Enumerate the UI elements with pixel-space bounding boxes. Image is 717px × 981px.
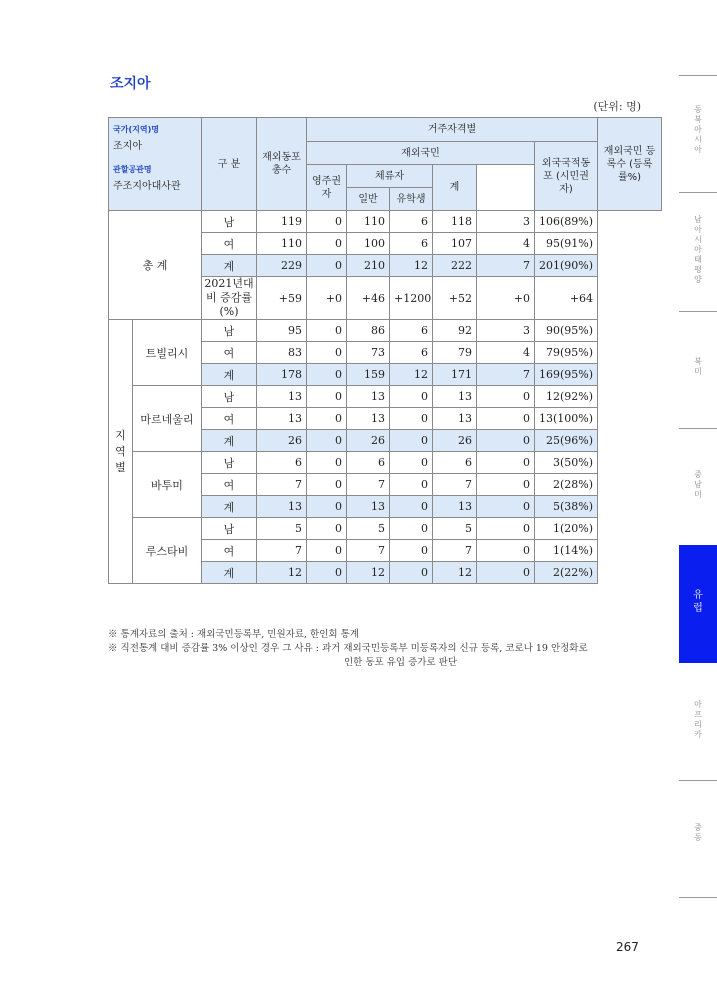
cell-total: 5 [257, 518, 307, 540]
cell-student: 0 [390, 452, 433, 474]
cell-general: 110 [347, 211, 390, 233]
cell-subtotal: 5 [433, 518, 477, 540]
sidebar-item-south-asia-pacific[interactable] [679, 215, 717, 285]
cell-registered: 201(90%) [535, 255, 598, 277]
row-type: 남 [202, 518, 257, 540]
cell-registered: 95(91%) [535, 233, 598, 255]
cell-subtotal: 7 [433, 540, 477, 562]
cell-student: 0 [390, 496, 433, 518]
cell-total: 119 [257, 211, 307, 233]
region-name: 루스타비 [133, 518, 202, 584]
header-total: 재외동포 총수 [257, 118, 307, 211]
cell-permanent: 0 [307, 342, 347, 364]
cell-foreign: 7 [477, 255, 535, 277]
country-info-cell [109, 118, 202, 211]
cell-subtotal: 222 [433, 255, 477, 277]
cell-subtotal: 13 [433, 386, 477, 408]
cell-foreign: 0 [477, 408, 535, 430]
cell-foreign: 0 [477, 540, 535, 562]
cell-student: 0 [390, 518, 433, 540]
table-row [109, 452, 662, 474]
cell-student: 0 [390, 562, 433, 584]
cell-subtotal: 13 [433, 496, 477, 518]
country-label: 국가(지역)명 [113, 125, 159, 134]
row-type: 남 [202, 386, 257, 408]
cell-general: 26 [347, 430, 390, 452]
header-registered: 재외국민 등록수 (등록률%) [598, 118, 662, 211]
office-label: 관할공관명 [113, 165, 152, 174]
sidebar-label: 남아시아태평양 [694, 215, 702, 284]
cell-student: 6 [390, 233, 433, 255]
cell-total: 7 [257, 474, 307, 496]
cell-total: 83 [257, 342, 307, 364]
cell-subtotal: 79 [433, 342, 477, 364]
sidebar-label: 유럽 [693, 590, 703, 614]
cell-student: 0 [390, 540, 433, 562]
cell-general: 100 [347, 233, 390, 255]
row-type: 남 [202, 452, 257, 474]
row-type: 남 [202, 320, 257, 342]
row-type: 계 [202, 364, 257, 386]
table-row [109, 518, 662, 540]
regional-label-text: 지 역 별 [115, 428, 126, 474]
header-student: 유학생 [390, 188, 433, 211]
cell-permanent: 0 [307, 496, 347, 518]
sidebar-label: 중동 [694, 823, 702, 842]
cell-general: 7 [347, 474, 390, 496]
row-type: 여 [202, 474, 257, 496]
cell-registered: 90(95%) [535, 320, 598, 342]
header-subtotal: 계 [433, 165, 477, 211]
cell-total: +59 [257, 277, 307, 320]
cell-foreign: 0 [477, 474, 535, 496]
cell-registered: 169(95%) [535, 364, 598, 386]
cell-student: +1200 [390, 277, 433, 320]
sidebar-item-latin-america[interactable] [679, 470, 717, 500]
overall-label: 총 계 [109, 211, 202, 320]
cell-general: 86 [347, 320, 390, 342]
cell-registered: 5(38%) [535, 496, 598, 518]
sidebar-label: 북미 [694, 357, 702, 376]
sidebar-label: 아프리카 [694, 700, 702, 739]
cell-general: 12 [347, 562, 390, 584]
cell-foreign: 0 [477, 430, 535, 452]
cell-subtotal: 12 [433, 562, 477, 584]
cell-registered: +64 [535, 277, 598, 320]
row-type: 2021년대비 증감률(%) [202, 277, 257, 320]
cell-total: 6 [257, 452, 307, 474]
cell-subtotal: 171 [433, 364, 477, 386]
cell-foreign: 4 [477, 342, 535, 364]
cell-total: 13 [257, 496, 307, 518]
cell-permanent: 0 [307, 255, 347, 277]
cell-general: 73 [347, 342, 390, 364]
header-category: 구 분 [202, 118, 257, 211]
cell-permanent: 0 [307, 518, 347, 540]
cell-permanent: 0 [307, 452, 347, 474]
cell-total: 7 [257, 540, 307, 562]
row-type: 계 [202, 496, 257, 518]
row-type: 여 [202, 342, 257, 364]
region-name: 트빌리시 [133, 320, 202, 386]
cell-general: 5 [347, 518, 390, 540]
country-value: 조지아 [113, 141, 142, 152]
cell-foreign: 3 [477, 320, 535, 342]
cell-permanent: 0 [307, 211, 347, 233]
sidebar-item-africa[interactable] [679, 700, 717, 740]
cell-student: 6 [390, 320, 433, 342]
cell-foreign: 3 [477, 211, 535, 233]
note-reason: ※ 직전통계 대비 증감률 3% 이상인 경우 그 사유 : 과거 재외국민등록부 미등록자의 신규 등록, 코로나 19 안정화로 [108, 643, 588, 654]
cell-general: 13 [347, 386, 390, 408]
cell-student: 6 [390, 342, 433, 364]
cell-subtotal: 107 [433, 233, 477, 255]
cell-permanent: 0 [307, 540, 347, 562]
regional-label [109, 320, 133, 584]
cell-general: 6 [347, 452, 390, 474]
cell-total: 13 [257, 408, 307, 430]
cell-total: 12 [257, 562, 307, 584]
row-type: 남 [202, 211, 257, 233]
cell-registered: 25(96%) [535, 430, 598, 452]
cell-student: 12 [390, 364, 433, 386]
cell-general: 210 [347, 255, 390, 277]
cell-total: 178 [257, 364, 307, 386]
cell-permanent: 0 [307, 562, 347, 584]
header-foreign: 외국국적동포 (시민권자) [535, 142, 598, 211]
cell-foreign: 0 [477, 496, 535, 518]
header-nationals: 재외국민 [307, 142, 535, 165]
page-title: 조지아 [110, 76, 151, 92]
cell-registered: 79(95%) [535, 342, 598, 364]
sidebar-item-middle-east[interactable] [679, 823, 717, 843]
cell-foreign: +0 [477, 277, 535, 320]
unit-label: (단위: 명) [593, 100, 641, 113]
row-type: 계 [202, 430, 257, 452]
cell-permanent: +0 [307, 277, 347, 320]
cell-general: 159 [347, 364, 390, 386]
cell-foreign: 0 [477, 562, 535, 584]
cell-foreign: 0 [477, 452, 535, 474]
row-type: 여 [202, 233, 257, 255]
cell-subtotal: 6 [433, 452, 477, 474]
page-number: 267 [616, 940, 639, 954]
cell-registered: 2(28%) [535, 474, 598, 496]
sidebar-item-northeast-asia[interactable] [679, 105, 717, 155]
cell-registered: 12(92%) [535, 386, 598, 408]
cell-foreign: 0 [477, 386, 535, 408]
header-general: 일반 [347, 188, 390, 211]
sidebar-item-europe[interactable] [679, 545, 717, 663]
header-permanent: 영주권자 [307, 165, 347, 211]
cell-general: 13 [347, 408, 390, 430]
cell-general: 7 [347, 540, 390, 562]
row-type: 계 [202, 562, 257, 584]
cell-student: 0 [390, 386, 433, 408]
cell-registered: 3(50%) [535, 452, 598, 474]
region-name: 바투미 [133, 452, 202, 518]
cell-general: 13 [347, 496, 390, 518]
cell-subtotal: 118 [433, 211, 477, 233]
table-row [109, 320, 662, 342]
footnotes [108, 628, 588, 670]
cell-total: 13 [257, 386, 307, 408]
cell-student: 6 [390, 211, 433, 233]
note-reason-cont: 인한 동포 유입 증가로 판단 [344, 657, 458, 668]
cell-permanent: 0 [307, 474, 347, 496]
cell-student: 12 [390, 255, 433, 277]
cell-general: +46 [347, 277, 390, 320]
cell-subtotal: 92 [433, 320, 477, 342]
cell-registered: 106(89%) [535, 211, 598, 233]
row-type: 여 [202, 408, 257, 430]
cell-permanent: 0 [307, 320, 347, 342]
sidebar-label: 중남미 [694, 470, 702, 499]
cell-total: 95 [257, 320, 307, 342]
note-source: ※ 통계자료의 출처 : 재외국민등록부, 민원자료, 한인회 통계 [108, 629, 359, 640]
sidebar-item-north-america[interactable] [679, 357, 717, 377]
cell-subtotal: 13 [433, 408, 477, 430]
cell-subtotal: 26 [433, 430, 477, 452]
cell-permanent: 0 [307, 364, 347, 386]
cell-student: 0 [390, 408, 433, 430]
cell-foreign: 4 [477, 233, 535, 255]
cell-total: 26 [257, 430, 307, 452]
cell-registered: 13(100%) [535, 408, 598, 430]
cell-permanent: 0 [307, 430, 347, 452]
cell-total: 229 [257, 255, 307, 277]
cell-foreign: 7 [477, 364, 535, 386]
cell-student: 0 [390, 474, 433, 496]
cell-registered: 1(20%) [535, 518, 598, 540]
region-name: 마르네울리 [133, 386, 202, 452]
population-table [108, 117, 662, 584]
header-sojourner: 체류자 [347, 165, 433, 188]
sidebar-label: 동북아시아 [694, 105, 702, 154]
header-residency: 거주자격별 [307, 118, 598, 142]
table-row [109, 386, 662, 408]
cell-registered: 2(22%) [535, 562, 598, 584]
cell-subtotal: 7 [433, 474, 477, 496]
cell-subtotal: +52 [433, 277, 477, 320]
row-type: 계 [202, 255, 257, 277]
cell-permanent: 0 [307, 233, 347, 255]
cell-registered: 1(14%) [535, 540, 598, 562]
cell-permanent: 0 [307, 386, 347, 408]
row-type: 여 [202, 540, 257, 562]
table-row [109, 211, 662, 233]
cell-foreign: 0 [477, 518, 535, 540]
office-value: 주조지아대사관 [113, 181, 181, 192]
cell-student: 0 [390, 430, 433, 452]
cell-permanent: 0 [307, 408, 347, 430]
cell-total: 110 [257, 233, 307, 255]
